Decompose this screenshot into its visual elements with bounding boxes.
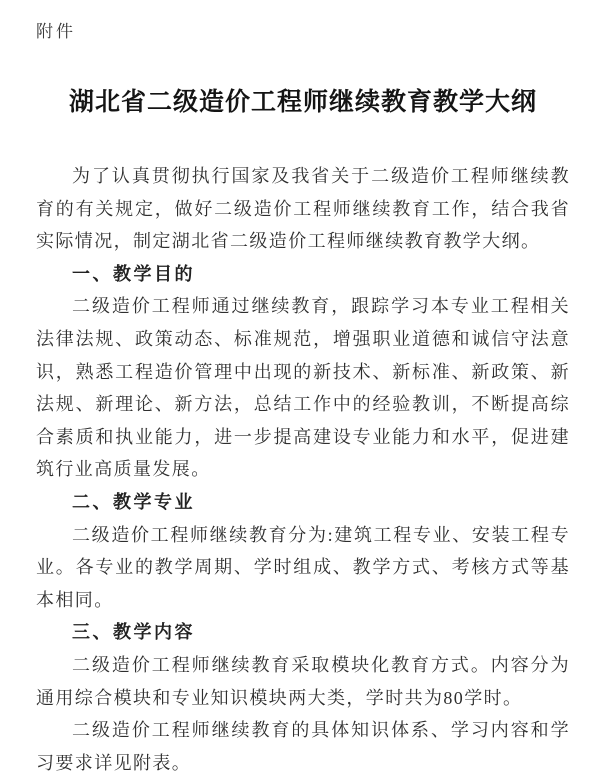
paragraph-intro: 为了认真贯彻执行国家及我省关于二级造价工程师继续教育的有关规定，做好二级造价工程师继续教育工作，结合我省实际情况，制定湖北省二级造价工程师继续教育教学大纲。 xyxy=(36,166,570,252)
attachment-label: 附件 xyxy=(36,22,76,41)
paragraph-teaching-purpose: 二级造价工程师通过继续教育，跟踪学习本专业工程相关法律法规、政策动态、标准规范，增强职业道德和诚信守法意识，熟悉工程造价管理中出现的新技术、新标准、新政策、新法规、新理论、新方法，总结工作中的经验教训，不断提高综合素质和执业能力，进一步提高建设专业能力和水平，促进建筑行业高质量发展。 xyxy=(36,296,570,480)
heading-teaching-content: 三、教学内容 xyxy=(72,622,195,643)
paragraph-teaching-content-modules: 二级造价工程师继续教育采取模块化教育方式。内容分为通用综合模块和专业知识模块两大类，学时共为80学时。 xyxy=(36,654,570,708)
heading-teaching-purpose: 一、教学目的 xyxy=(72,263,195,284)
paragraph-teaching-content-appendix: 二级造价工程师继续教育的具体知识体系、学习内容和学习要求详见附表。 xyxy=(36,720,570,773)
paragraph-teaching-major: 二级造价工程师继续教育分为:建筑工程专业、安装工程专业。各专业的教学周期、学时组成、教学方式、考核方式等基本相同。 xyxy=(36,524,570,610)
document-title: 湖北省二级造价工程师继续教育教学大纲 xyxy=(68,89,537,116)
heading-teaching-major: 二、教学专业 xyxy=(72,491,195,512)
document-body xyxy=(36,160,570,779)
